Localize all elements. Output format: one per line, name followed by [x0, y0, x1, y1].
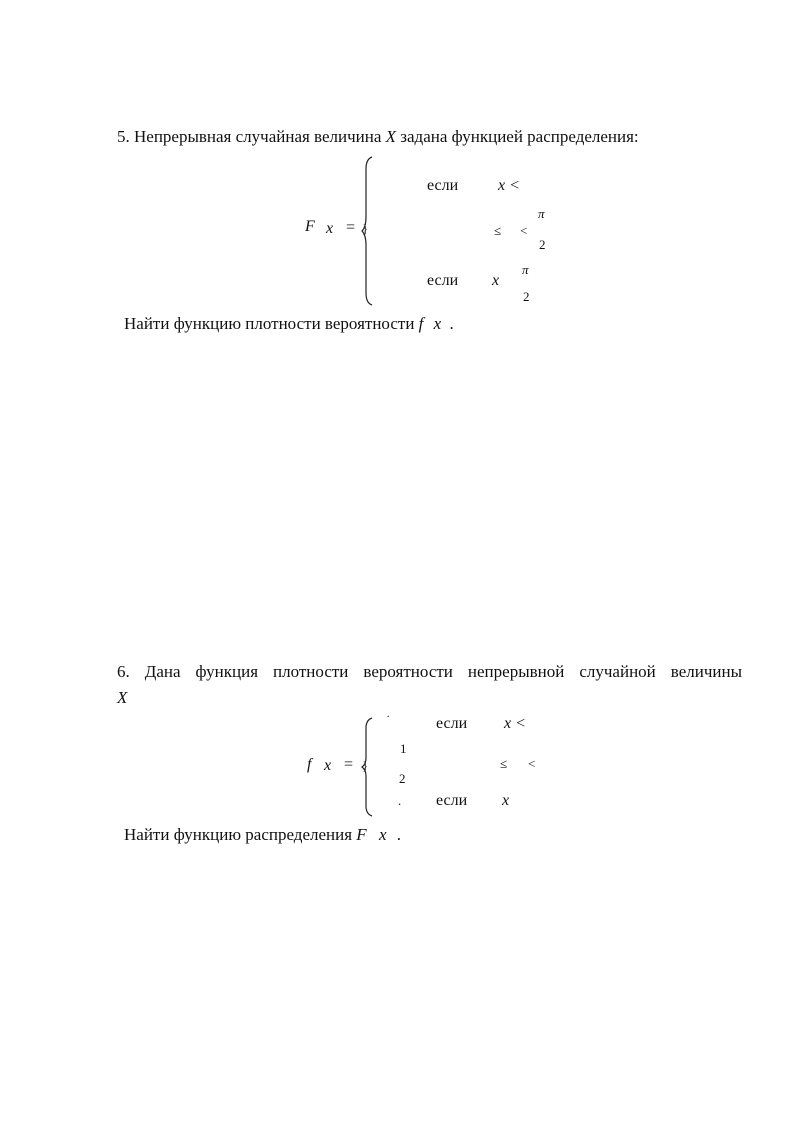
pi-top: π	[538, 206, 545, 221]
two-top: 2	[539, 237, 546, 252]
leq-sign: ≤	[500, 756, 508, 771]
random-variable: X	[385, 127, 397, 146]
condition-1: x <	[498, 177, 520, 194]
condition-word-1: если	[436, 715, 468, 732]
leq-sign: ≤	[494, 223, 502, 238]
mark-top: ˙	[386, 712, 391, 727]
function-name: f	[307, 756, 312, 773]
condition-word-3: если	[427, 272, 459, 289]
two: 2	[399, 771, 406, 786]
random-variable: X	[117, 688, 128, 707]
two-bottom: 2	[523, 289, 530, 304]
condition-word-3: если	[436, 792, 468, 809]
task-function: f	[418, 314, 424, 333]
task-period: .	[449, 314, 454, 333]
left-brace-5	[360, 155, 374, 307]
task-text: Найти функцию распределения	[124, 825, 353, 844]
equals-sign: =	[344, 756, 354, 773]
mark-bottom: .	[398, 793, 402, 808]
pi-bottom: π	[522, 262, 529, 277]
function-argument: x	[324, 757, 332, 774]
lt-sign: <	[528, 756, 536, 771]
problem-5-task	[124, 314, 454, 334]
statement-text: 5. Непрерывная случайная величина	[117, 127, 382, 146]
brace-fragment: }	[362, 221, 369, 236]
statement-text-end: задана функцией распределения:	[400, 127, 639, 146]
condition-3-variable: x	[502, 792, 510, 809]
problem-6-statement: 6. Дана функция плотности вероятности непрерывной случайной величины	[117, 662, 742, 681]
task-text: Найти функцию плотности вероятности	[124, 314, 415, 333]
function-argument: x	[326, 220, 334, 237]
brace-fragment: }	[362, 758, 369, 773]
condition-word-1: если	[427, 177, 459, 194]
one: 1	[400, 741, 407, 756]
function-name: F	[305, 218, 315, 235]
condition-1: x <	[504, 715, 526, 732]
task-period: .	[396, 825, 401, 844]
problem-6-task	[124, 825, 401, 845]
problem-5-statement	[117, 127, 639, 147]
task-function: F	[356, 825, 367, 844]
equals-sign: =	[346, 219, 356, 236]
left-brace-6	[360, 716, 374, 818]
lt-sign: <	[520, 223, 528, 238]
condition-3-variable: x	[492, 272, 500, 289]
task-argument: x	[433, 314, 442, 333]
task-argument: x	[378, 825, 387, 844]
